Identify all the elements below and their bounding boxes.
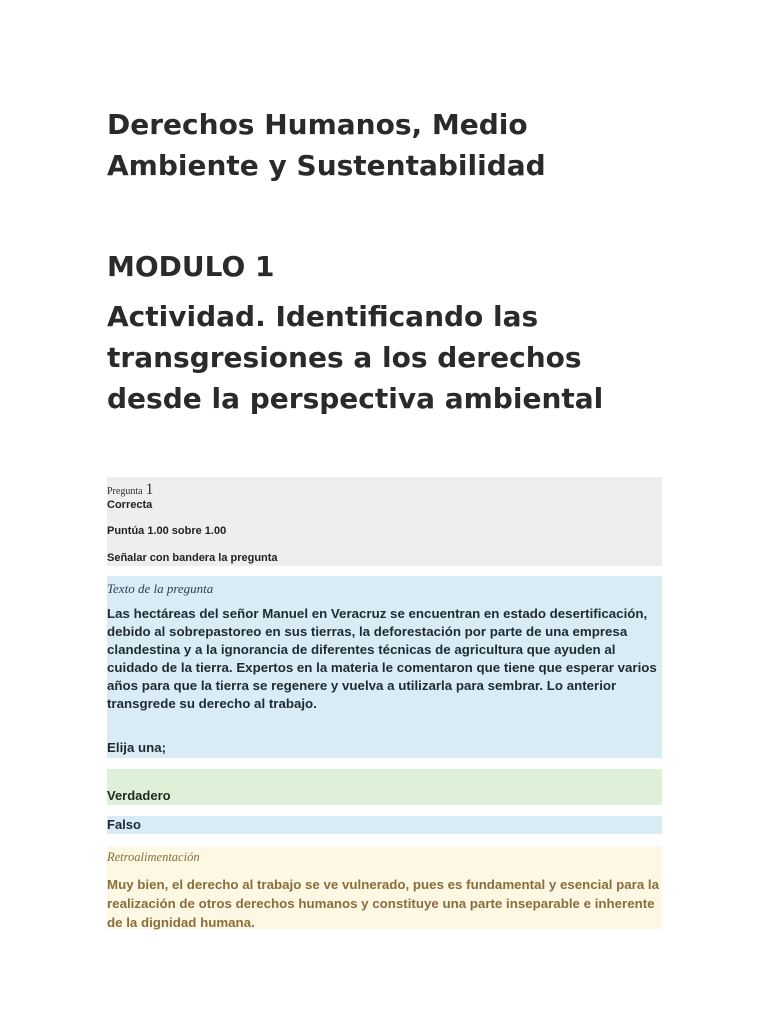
document-title: Derechos Humanos, Medio Ambiente y Sustentabilidad xyxy=(107,108,546,182)
feedback-heading: Retroalimentación xyxy=(107,850,200,864)
choose-one-prompt: Elija una; xyxy=(107,740,167,755)
question-text: Las hectáreas del señor Manuel en Veracruz se encuentran en estado desertificación, debido al sobrepastoreo en sus tierras, la deforestación por parte de una empresa clandestina y a la ignorancia de diferentes técnicas de agricultura que ayuden al cuidado de la tierra. Expertos en la materia le comentaron que tiene que esperar varios años para que la tierra se regenere y vuelva a utilizarla para sembrar. Lo anterior transgrede su derecho al trabajo. xyxy=(107,606,657,711)
question-grade: Puntúa 1.00 sobre 1.00 xyxy=(107,525,227,537)
flag-question-link[interactable]: Señalar con bandera la pregunta xyxy=(107,552,278,564)
option-true[interactable] xyxy=(107,769,662,805)
feedback-panel xyxy=(107,846,662,929)
question-label: Pregunta xyxy=(107,486,143,497)
feedback-text: Muy bien, el derecho al trabajo se ve vulnerado, pues es fundamental y esencial para la realización de otros derechos humanos y constituye una parte inseparable e inherente de la dignidad humana. xyxy=(107,877,660,930)
option-false[interactable] xyxy=(107,816,662,834)
activity-heading: Actividad. Identificando las transgresiones a los derechos desde la perspectiva ambiental xyxy=(107,300,604,415)
option-false-label: Falso xyxy=(107,817,141,832)
option-true-label: Verdadero xyxy=(107,788,171,803)
question-text-panel xyxy=(107,576,662,758)
module-heading: MODULO 1 xyxy=(107,250,275,283)
question-info-panel xyxy=(107,477,662,566)
question-text-heading: Texto de la pregunta xyxy=(107,581,214,596)
question-status: Correcta xyxy=(107,499,153,511)
question-number-label xyxy=(107,481,154,499)
question-number: 1 xyxy=(145,481,154,498)
